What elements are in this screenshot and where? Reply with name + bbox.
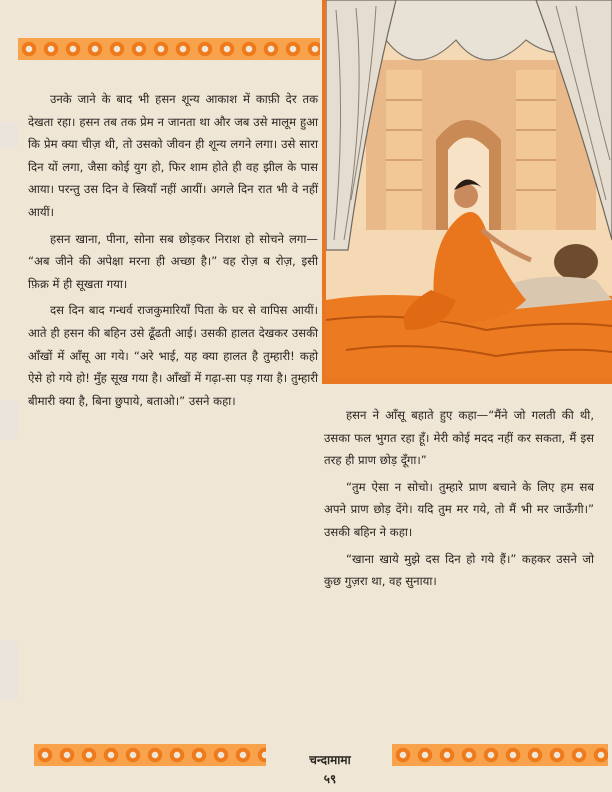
paper-wear-mark [0, 122, 18, 148]
paper-wear-mark [0, 640, 18, 700]
right-text-column [324, 404, 594, 597]
illustration-artwork [326, 0, 612, 378]
paper-wear-mark [0, 400, 18, 440]
paragraph: हसन खाना, पीना, सोना सब छोड़कर निराश हो सोचने लगा— “अब जीने की अपेक्षा मरना ही अच्छा है।” वह रोज़ ब रोज़, इसी फ़िक्र में ही सूखता गया। [28, 231, 318, 291]
paragraph: उनके जाने के बाद भी हसन शून्य आकाश में काफ़ी देर तक देखता रहा। हसन तब तक प्रेम न जानता था और जब उसे मालूम हुआ कि प्रेम क्या चीज़ थी, तो उसको जीवन ही शून्य लगने लगा। उसे सारा दिन यों लगा, जैसा कोई युग हो, फिर शाम होते ही वह झील के पास आया। परन्तु उस दिन वे स्त्रियाँ नहीं आयीं। अगले दिन रात भी वे नहीं आयीं। [28, 92, 318, 219]
decorative-border-bottom-left [34, 744, 266, 766]
left-text-column [28, 88, 318, 416]
paragraph: दस दिन बाद गन्धर्व राजकुमारियाँ पिता के घर से वापिस आयीं। आते ही हसन की बहिन उसे ढूँढती आई। उसकी हालत देखकर उसकी आँखों में आँसू आ गये। “अरे भाई, यह क्या हालत है तुम्हारी! कहो ऐसे हो गये हो! मुँह सूख गया है। आँखों में गढ़ा-सा पड़ गया है। तुम्हारी बीमारी क्या है, बिना छुपाये, बताओ।” उसने कहा। [28, 303, 318, 408]
magazine-title: चन्दामामा [309, 753, 351, 767]
story-illustration [322, 0, 612, 384]
paragraph: हसन ने आँसू बहाते हुए कहा—“मैंने जो गलती की थी, उसका फल भुगत रहा हूँ। मेरी कोई मदद नहीं कर सकता, मैं इस तरह ही प्राण छोड़ दूँगा।” [324, 408, 594, 468]
paragraph: “खाना खाये मुझे दस दिन हो गये हैं।” कहकर उसने जो कुछ गुज़रा था, वह सुनाया। [324, 551, 594, 589]
page-number: ५९ [323, 772, 337, 786]
decorative-border-top [18, 38, 320, 60]
decorative-border-bottom-right [392, 744, 608, 766]
paragraph: “तुम ऐसा न सोचो। तुम्हारे प्राण बचाने के लिए हम सब अपने प्राण छोड़ देंगे। यदि तुम मर गये, तो मैं भी मर जाऊँगी।” उसकी बहिन ने कहा। [324, 479, 594, 539]
